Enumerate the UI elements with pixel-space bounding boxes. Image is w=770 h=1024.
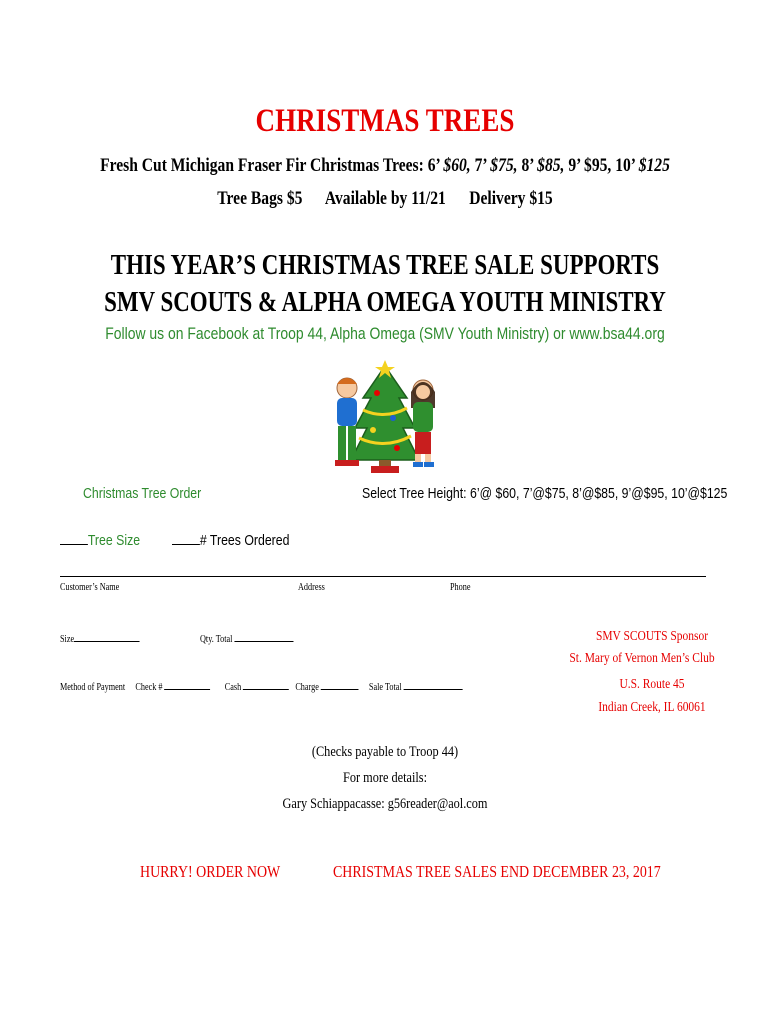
select-height-info: Select Tree Height: 6’@ $60, 7’@$75, 8’@$85, 9’@$95, 10’@$125 bbox=[362, 485, 728, 502]
trees-ordered-blank[interactable] bbox=[172, 544, 200, 545]
price-list bbox=[69, 155, 700, 177]
tree-size-blank[interactable] bbox=[60, 544, 88, 545]
qty-total-label: Qty. Total bbox=[200, 634, 233, 645]
sponsor-line-2: St. Mary of Vernon Men’s Club bbox=[569, 651, 715, 666]
customer-name-label: Customer’s Name bbox=[60, 582, 120, 593]
address-label: Address bbox=[298, 582, 325, 593]
hurry-order-now: HURRY! ORDER NOW bbox=[140, 862, 281, 881]
tree-bags: Tree Bags $5 bbox=[217, 188, 303, 209]
sales-end-notice: CHRISTMAS TREE SALES END DECEMBER 23, 2017 bbox=[333, 862, 661, 881]
payment-row bbox=[60, 682, 463, 693]
price-7ft: $75, bbox=[490, 155, 518, 176]
tree-size-label: Tree Size bbox=[87, 532, 141, 549]
sponsor-line-1: SMV SCOUTS Sponsor bbox=[595, 629, 709, 644]
price-8ft: $85, bbox=[537, 155, 565, 176]
price-7ft-label: 7’ bbox=[474, 155, 487, 176]
sponsor-line-4: Indian Creek, IL 60061 bbox=[598, 700, 706, 715]
contact-info: Gary Schiappacasse: g56reader@aol.com bbox=[282, 796, 488, 812]
facebook-line: Follow us on Facebook at Troop 44, Alpha Omega (SMV Youth Ministry) or www.bsa44.org bbox=[105, 324, 665, 343]
more-details: For more details: bbox=[342, 770, 428, 786]
supports-line-1: THIS YEAR’S CHRISTMAS TREE SALE SUPPORTS bbox=[110, 250, 660, 281]
extras-line bbox=[69, 188, 700, 210]
supports-line-2: SMV SCOUTS & ALPHA OMEGA YOUTH MINISTRY bbox=[104, 287, 666, 318]
price-10ft: $125 bbox=[638, 155, 670, 176]
order-heading: Christmas Tree Order bbox=[83, 485, 202, 502]
sale-total-label: Sale Total bbox=[368, 682, 402, 693]
qty-total-field[interactable] bbox=[200, 634, 294, 645]
kids-decorating-tree-illustration bbox=[325, 358, 445, 478]
check-blank[interactable] bbox=[165, 689, 211, 690]
checks-payable: (Checks payable to Troop 44) bbox=[311, 744, 459, 760]
price-prefix: Fresh Cut Michigan Fraser Fir Christmas Trees: 6’ bbox=[100, 155, 440, 176]
size-field[interactable] bbox=[60, 634, 140, 645]
qty-total-blank[interactable] bbox=[235, 641, 294, 642]
customer-info-line[interactable] bbox=[60, 576, 706, 577]
phone-label: Phone bbox=[450, 582, 471, 593]
size-blank[interactable] bbox=[74, 641, 140, 642]
trees-ordered-field[interactable] bbox=[172, 532, 289, 549]
price-9-10ft: 9’ $95, 10’ bbox=[568, 155, 635, 176]
delivery: Delivery $15 bbox=[469, 188, 553, 209]
tree-size-field[interactable] bbox=[60, 532, 140, 549]
method-of-payment-label: Method of Payment bbox=[60, 682, 126, 693]
cash-label: Cash bbox=[224, 682, 242, 693]
size-label: Size bbox=[60, 634, 75, 645]
sale-total-blank[interactable] bbox=[404, 689, 463, 690]
price-6ft: $60, bbox=[443, 155, 471, 176]
page-title: CHRISTMAS TREES bbox=[255, 103, 515, 139]
trees-ordered-label: # Trees Ordered bbox=[199, 532, 290, 549]
check-label: Check # bbox=[135, 682, 163, 693]
availability: Available by 11/21 bbox=[324, 188, 446, 209]
price-8ft-label: 8’ bbox=[521, 155, 534, 176]
charge-blank[interactable] bbox=[321, 689, 359, 690]
sponsor-line-3: U.S. Route 45 bbox=[619, 677, 685, 692]
charge-label: Charge bbox=[295, 682, 319, 693]
cash-blank[interactable] bbox=[243, 689, 289, 690]
